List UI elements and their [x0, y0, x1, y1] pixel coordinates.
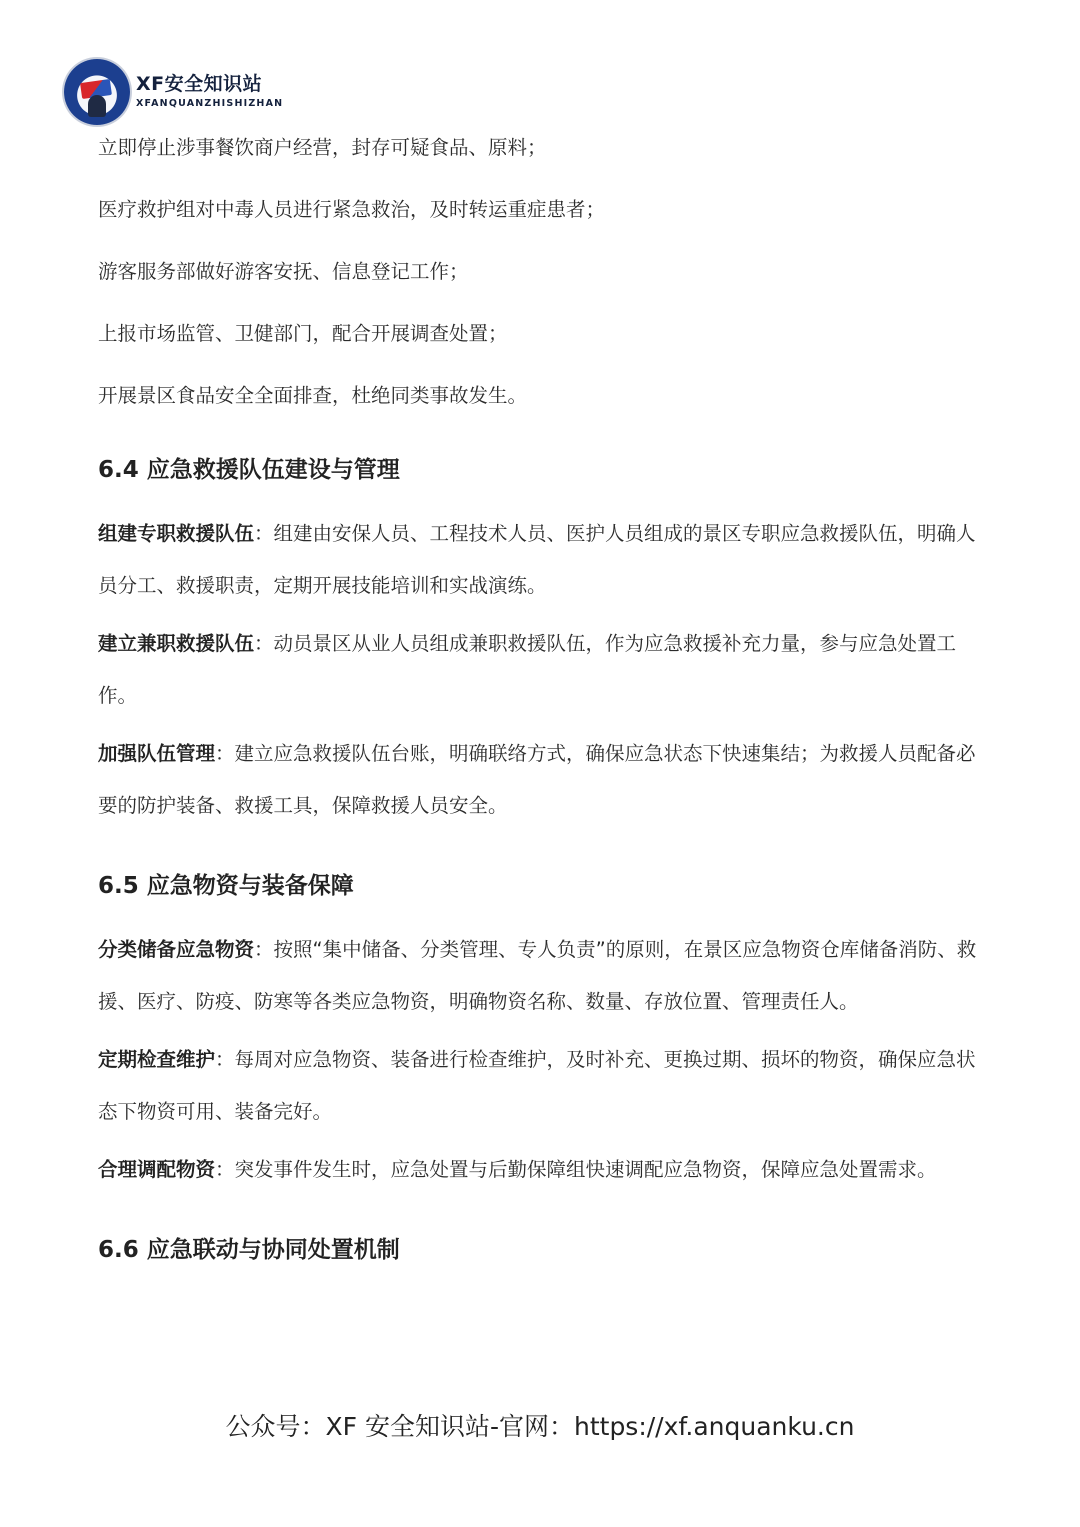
paragraph-text: 每周对应急物资、装备进行检查维护，及时补充、更换过期、损坏的物资，确保应急状态下物资可用、装备完好。	[98, 1048, 976, 1123]
paragraph-text: 动员景区从业人员组成兼职救援队伍，作为应急救援补充力量，参与应急处置工作。	[98, 632, 957, 707]
logo-subtitle: XFANQUANZHISHIZHAN	[136, 98, 284, 110]
section-heading-6-5: 6.5 应急物资与装备保障	[98, 873, 354, 899]
paragraph-term: 加强队伍管理	[98, 742, 216, 765]
paragraph: 定期检查维护：每周对应急物资、装备进行检查维护，及时补充、更换过期、损坏的物资，确保应急状态下物资可用、装备完好。	[98, 1048, 976, 1123]
person-icon	[88, 95, 106, 117]
paragraph-term: 合理调配物资	[98, 1158, 216, 1181]
paragraph: 组建专职救援队伍：组建由安保人员、工程技术人员、医护人员组成的景区专职应急救援队伍，明确人员分工、救援职责，定期开展技能培训和实战演练。	[98, 522, 976, 597]
list-item: 上报市场监管、卫健部门，配合开展调查处置；	[98, 322, 508, 345]
paragraph-term: 组建专职救援队伍	[98, 522, 255, 545]
paragraph: 建立兼职救援队伍：动员景区从业人员组成兼职救援队伍，作为应急救援补充力量，参与应急处置工作。	[98, 632, 957, 707]
paragraph-text: 突发事件发生时，应急处置与后勤保障组快速调配应急物资，保障应急处置需求。	[234, 1158, 937, 1181]
paragraph-text: 建立应急救援队伍台账，明确联络方式，确保应急状态下快速集结；为救援人员配备必要的防护装备、救援工具，保障救援人员安全。	[98, 742, 976, 817]
paragraph: 加强队伍管理：建立应急救援队伍台账，明确联络方式，确保应急状态下快速集结；为救援人员配备必要的防护装备、救援工具，保障救援人员安全。	[98, 742, 976, 817]
paragraph-term: 分类储备应急物资	[98, 938, 255, 961]
paragraph-term: 建立兼职救援队伍	[98, 632, 255, 655]
list-item: 开展景区食品安全全面排查，杜绝同类事故发生。	[98, 384, 528, 407]
site-logo	[64, 58, 283, 126]
paragraph-text: 按照“集中储备、分类管理、专人负责”的原则，在景区应急物资仓库储备消防、救援、医疗、防疫、防寒等各类应急物资，明确物资名称、数量、存放位置、管理责任人。	[98, 938, 977, 1013]
logo-badge-icon	[64, 59, 130, 125]
list-item: 游客服务部做好游客安抚、信息登记工作；	[98, 260, 469, 283]
document-body	[98, 128, 980, 1270]
paragraph: 合理调配物资：突发事件发生时，应急处置与后勤保障组快速调配应急物资，保障应急处置需求。	[98, 1158, 937, 1181]
list-item: 医疗救护组对中毒人员进行紧急救治，及时转运重症患者；	[98, 198, 606, 221]
logo-title: XF安全知识站	[136, 73, 263, 96]
list-item: 立即停止涉事餐饮商户经营，封存可疑食品、原料；	[98, 136, 547, 159]
paragraph-text: 组建由安保人员、工程技术人员、医护人员组成的景区专职应急救援队伍，明确人员分工、救援职责，定期开展技能培训和实战演练。	[98, 522, 976, 597]
paragraph-term: 定期检查维护	[98, 1048, 216, 1071]
paragraph: 分类储备应急物资：按照“集中储备、分类管理、专人负责”的原则，在景区应急物资仓库储备消防、救援、医疗、防疫、防寒等各类应急物资，明确物资名称、数量、存放位置、管理责任人。	[98, 938, 977, 1013]
footer-credit: 公众号：XF 安全知识站-官网：https://xf.anquanku.cn	[225, 1412, 855, 1441]
section-heading-6-6: 6.6 应急联动与协同处置机制	[98, 1237, 400, 1263]
section-heading-6-4: 6.4 应急救援队伍建设与管理	[98, 457, 400, 483]
